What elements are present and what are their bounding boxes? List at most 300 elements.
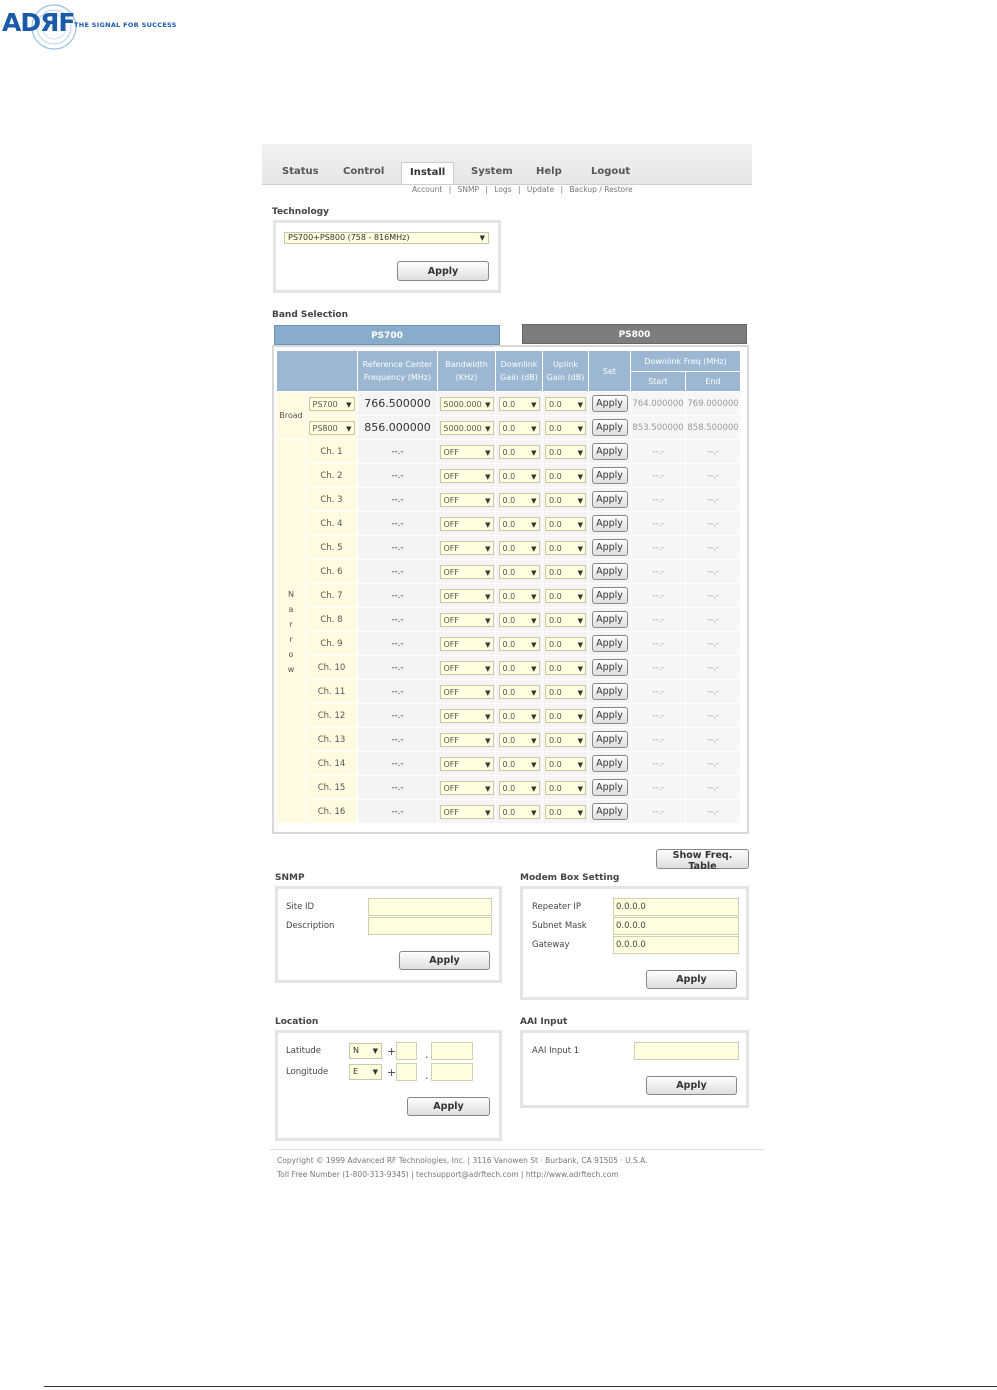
narrow-label-letter: a <box>288 604 294 614</box>
ref-center-freq[interactable]: --.- <box>358 560 438 584</box>
downlink-gain-select-value: 0.0 <box>502 735 516 745</box>
downlink-gain-select[interactable] <box>499 661 540 675</box>
set-apply-button[interactable]: Apply <box>592 803 628 820</box>
chevron-down-icon: ▼ <box>485 424 491 433</box>
latitude-degrees-input[interactable] <box>396 1042 417 1060</box>
bandwidth-select[interactable] <box>440 445 494 459</box>
channel-label: Ch. 11 <box>306 680 358 704</box>
chevron-down-icon: ▼ <box>577 616 583 625</box>
downlink-gain-select[interactable] <box>499 589 540 603</box>
table-row <box>277 464 741 488</box>
latitude-dir-value: N <box>353 1046 359 1055</box>
chevron-down-icon: ▼ <box>577 784 583 793</box>
bandwidth-select-value: OFF <box>443 735 459 745</box>
downlink-gain-select[interactable] <box>499 637 540 651</box>
bandwidth-select-value: OFF <box>443 471 459 481</box>
chevron-down-icon: ▼ <box>372 1047 378 1055</box>
bandwidth-select-value: OFF <box>443 495 459 505</box>
gateway-input[interactable]: 0.0.0.0 <box>613 936 739 954</box>
downlink-gain-select-value: 0.0 <box>502 807 516 817</box>
uplink-gain-select[interactable] <box>545 613 586 627</box>
ref-center-freq[interactable]: --.- <box>358 488 438 512</box>
chevron-down-icon: ▼ <box>577 424 583 433</box>
downlink-gain-select[interactable] <box>499 493 540 507</box>
channel-label: Ch. 2 <box>306 464 358 488</box>
chevron-down-icon: ▼ <box>577 808 583 817</box>
chevron-down-icon: ▼ <box>485 472 491 481</box>
chevron-down-icon: ▼ <box>346 400 352 409</box>
downlink-gain-select[interactable] <box>499 685 540 699</box>
subnav-snmp[interactable]: SNMP <box>457 185 479 194</box>
channel-label: Ch. 4 <box>306 512 358 536</box>
set-apply-button[interactable]: Apply <box>592 707 628 724</box>
dl-start-freq: --.- <box>631 704 686 728</box>
downlink-gain-select[interactable] <box>499 469 540 483</box>
downlink-gain-select[interactable] <box>499 541 540 555</box>
ref-center-freq[interactable]: --.- <box>358 440 438 464</box>
latitude-dot: . <box>425 1048 429 1061</box>
subnav-separator: | <box>518 185 521 194</box>
tab-system[interactable]: System <box>471 166 513 177</box>
narrow-label-letter: w <box>287 664 295 674</box>
dl-end-freq: --.- <box>686 440 741 464</box>
latitude-sign: + <box>387 1045 397 1058</box>
dl-start-freq: --.- <box>631 680 686 704</box>
dl-end-freq: --.- <box>686 560 741 584</box>
set-apply-button[interactable]: Apply <box>592 515 628 532</box>
uplink-gain-select[interactable] <box>545 805 586 819</box>
site-id-input[interactable] <box>368 898 492 916</box>
technology-select[interactable] <box>284 232 489 244</box>
dl-start-freq: --.- <box>631 560 686 584</box>
header-bandwidth <box>438 351 496 392</box>
bandwidth-select-value: OFF <box>443 591 459 601</box>
subnav-separator: | <box>485 185 488 194</box>
chevron-down-icon: ▼ <box>531 496 537 505</box>
uplink-gain-select[interactable] <box>545 469 586 483</box>
bandwidth-select[interactable] <box>440 565 494 579</box>
downlink-gain-select-value: 0.0 <box>502 639 516 649</box>
ref-center-freq[interactable]: --.- <box>358 680 438 704</box>
adrf-logo <box>2 2 182 50</box>
bandwidth-select-value: OFF <box>443 615 459 625</box>
dl-end-freq: --.- <box>686 632 741 656</box>
header-set: Set <box>589 351 631 392</box>
chevron-down-icon: ▼ <box>531 688 537 697</box>
uplink-gain-select-value: 0.0 <box>549 615 562 625</box>
uplink-gain-select[interactable] <box>545 421 586 435</box>
bandwidth-select[interactable] <box>440 781 494 795</box>
chevron-down-icon: ▼ <box>577 568 583 577</box>
uplink-gain-select[interactable] <box>545 397 586 411</box>
chevron-down-icon: ▼ <box>485 760 491 769</box>
dl-start-freq: --.- <box>631 800 686 824</box>
table-row <box>277 656 741 680</box>
chevron-down-icon: ▼ <box>577 448 583 457</box>
gateway-label: Gateway <box>532 940 570 950</box>
technology-select-value: PS700+PS800 (758 - 816MHz) <box>288 233 410 242</box>
subnav-separator: | <box>560 185 564 194</box>
uplink-gain-select[interactable] <box>545 493 586 507</box>
uplink-gain-select-value: 0.0 <box>549 519 562 529</box>
chevron-down-icon: ▼ <box>531 544 537 553</box>
dl-end-freq: --.- <box>686 728 741 752</box>
downlink-gain-select-value: 0.0 <box>502 687 516 697</box>
location-title: Location <box>275 1017 319 1027</box>
uplink-gain-select[interactable] <box>545 445 586 459</box>
subnet-mask-label: Subnet Mask <box>532 921 587 931</box>
broad-band-select[interactable] <box>309 397 355 411</box>
bandwidth-select[interactable] <box>440 637 494 651</box>
bandwidth-select[interactable] <box>440 733 494 747</box>
aai-input1-label: AAI Input 1 <box>532 1046 580 1056</box>
band-selection-title: Band Selection <box>272 310 349 320</box>
downlink-gain-select[interactable] <box>499 397 540 411</box>
longitude-dir-value: E <box>353 1067 359 1076</box>
chevron-down-icon: ▼ <box>577 400 583 409</box>
chevron-down-icon: ▼ <box>485 784 491 793</box>
dl-end-freq: --.- <box>686 776 741 800</box>
bandwidth-select[interactable] <box>440 397 494 411</box>
page-bottom-rule <box>44 1386 997 1387</box>
longitude-dot: . <box>425 1069 429 1082</box>
aai-input1-field[interactable] <box>634 1042 739 1060</box>
header-end: End <box>686 372 741 392</box>
chevron-down-icon: ▼ <box>479 234 485 242</box>
downlink-gain-select-value: 0.0 <box>502 663 516 673</box>
uplink-gain-select-value: 0.0 <box>549 591 562 601</box>
uplink-gain-select-value: 0.0 <box>549 807 562 817</box>
table-row <box>277 392 741 416</box>
uplink-gain-select[interactable] <box>545 733 586 747</box>
bandwidth-select-value: OFF <box>443 759 459 769</box>
downlink-gain-select-value: 0.0 <box>502 423 516 433</box>
tab-ps800[interactable]: PS800 <box>522 324 747 344</box>
header-ref-center-line1: Reference Center <box>362 360 433 369</box>
tab-help[interactable]: Help <box>536 166 562 177</box>
chevron-down-icon: ▼ <box>531 616 537 625</box>
downlink-gain-select-value: 0.0 <box>502 399 516 409</box>
dl-start-freq: --.- <box>631 512 686 536</box>
dl-end-freq: --.- <box>686 488 741 512</box>
broad-label: Broad <box>277 392 306 440</box>
dl-start-freq: --.- <box>631 656 686 680</box>
dl-end-freq: --.- <box>686 656 741 680</box>
chevron-down-icon: ▼ <box>577 496 583 505</box>
header-bandwidth-line1: Bandwidth <box>445 360 488 369</box>
set-apply-button[interactable]: Apply <box>592 731 628 748</box>
downlink-gain-select[interactable] <box>499 733 540 747</box>
snmp-title: SNMP <box>275 873 305 883</box>
uplink-gain-select[interactable] <box>545 709 586 723</box>
ref-center-freq[interactable]: --.- <box>358 752 438 776</box>
ref-center-freq[interactable]: --.- <box>358 776 438 800</box>
bandwidth-select[interactable] <box>440 709 494 723</box>
uplink-gain-select-value: 0.0 <box>549 543 562 553</box>
chevron-down-icon: ▼ <box>485 616 491 625</box>
aai-apply-button[interactable]: Apply <box>646 1076 737 1095</box>
channel-label: Ch. 7 <box>306 584 358 608</box>
chevron-down-icon: ▼ <box>577 760 583 769</box>
channel-label: Ch. 12 <box>306 704 358 728</box>
set-apply-button[interactable]: Apply <box>592 563 628 580</box>
tab-ps700[interactable]: PS700 <box>274 325 500 345</box>
bandwidth-select-value: OFF <box>443 807 459 817</box>
chevron-down-icon: ▼ <box>531 424 537 433</box>
bandwidth-select-value: OFF <box>443 567 459 577</box>
set-apply-button[interactable]: Apply <box>592 755 628 772</box>
footer-contact: Toll Free Number (1-800-313-9345) | techsupport@adrftech.com | http://www.adrftech.com <box>277 1170 619 1179</box>
bandwidth-select[interactable] <box>440 469 494 483</box>
subnav-separator: | <box>448 185 452 194</box>
downlink-gain-select[interactable] <box>499 805 540 819</box>
modem-apply-button[interactable]: Apply <box>646 970 737 989</box>
ref-center-freq[interactable]: --.- <box>358 632 438 656</box>
tab-status[interactable]: Status <box>282 166 319 177</box>
dl-start-freq: --.- <box>631 632 686 656</box>
set-apply-button[interactable]: Apply <box>592 779 628 796</box>
chevron-down-icon: ▼ <box>531 808 537 817</box>
chevron-down-icon: ▼ <box>577 736 583 745</box>
tab-logout[interactable]: Logout <box>591 166 631 177</box>
table-row <box>277 704 741 728</box>
downlink-gain-select[interactable] <box>499 757 540 771</box>
subnav-backup-restore[interactable]: Backup / Restore <box>569 185 633 194</box>
uplink-gain-select[interactable] <box>545 541 586 555</box>
uplink-gain-select[interactable] <box>545 757 586 771</box>
broad-band-select-value: PS800 <box>312 423 338 433</box>
set-apply-button[interactable]: Apply <box>592 587 628 604</box>
longitude-decimal-input[interactable] <box>431 1063 473 1081</box>
bandwidth-select[interactable] <box>440 613 494 627</box>
bandwidth-select[interactable] <box>440 493 494 507</box>
table-row <box>277 512 741 536</box>
uplink-gain-select[interactable] <box>545 685 586 699</box>
location-apply-button[interactable]: Apply <box>407 1097 490 1116</box>
site-id-label: Site ID <box>286 902 315 912</box>
dl-start-freq: --.- <box>631 584 686 608</box>
subnet-mask-input[interactable]: 0.0.0.0 <box>613 917 739 935</box>
latitude-dir-select[interactable] <box>349 1043 382 1059</box>
longitude-sign: + <box>387 1066 397 1079</box>
chevron-down-icon: ▼ <box>577 520 583 529</box>
chevron-down-icon: ▼ <box>531 784 537 793</box>
ref-center-freq[interactable]: --.- <box>358 464 438 488</box>
dl-start-freq: --.- <box>631 608 686 632</box>
subnav-logs[interactable]: Logs <box>494 185 512 194</box>
dl-start-freq: --.- <box>631 464 686 488</box>
header-bandwidth-line2: (KHz) <box>455 373 478 382</box>
header-ul-gain <box>543 351 589 392</box>
bandwidth-select[interactable] <box>440 541 494 555</box>
set-apply-button[interactable]: Apply <box>592 395 628 412</box>
bandwidth-select[interactable] <box>440 589 494 603</box>
ref-center-freq[interactable]: --.- <box>358 608 438 632</box>
uplink-gain-select[interactable] <box>545 589 586 603</box>
bandwidth-select-value: 5000.000 <box>443 399 482 409</box>
bandwidth-select-value: OFF <box>443 711 459 721</box>
table-row <box>277 488 741 512</box>
tab-install[interactable]: Install <box>401 162 454 184</box>
channel-label: Ch. 14 <box>306 752 358 776</box>
footer-copyright: Copyright © 1999 Advanced RF Technologies, Inc. | 3116 Vanowen St · Burbank, CA 91505 · U.S.A. <box>277 1156 648 1165</box>
downlink-gain-select-value: 0.0 <box>502 519 516 529</box>
downlink-gain-select-value: 0.0 <box>502 543 516 553</box>
downlink-gain-select[interactable] <box>499 613 540 627</box>
bandwidth-select[interactable] <box>440 757 494 771</box>
bandwidth-select[interactable] <box>440 685 494 699</box>
uplink-gain-select-value: 0.0 <box>549 567 562 577</box>
ref-center-freq[interactable]: --.- <box>358 800 438 824</box>
chevron-down-icon: ▼ <box>577 712 583 721</box>
dl-start-freq: --.- <box>631 752 686 776</box>
longitude-degrees-input[interactable] <box>396 1063 417 1081</box>
footer-divider <box>270 1149 764 1150</box>
channel-label: Ch. 8 <box>306 608 358 632</box>
dl-start-freq: --.- <box>631 536 686 560</box>
set-apply-button[interactable]: Apply <box>592 539 628 556</box>
tab-control[interactable]: Control <box>343 166 385 177</box>
description-label: Description <box>286 921 335 931</box>
chevron-down-icon: ▼ <box>531 400 537 409</box>
show-freq-table-button[interactable]: Show Freq. Table <box>656 849 749 869</box>
dl-end-freq: --.- <box>686 704 741 728</box>
downlink-gain-select[interactable] <box>499 781 540 795</box>
uplink-gain-select-value: 0.0 <box>549 735 562 745</box>
downlink-gain-select-value: 0.0 <box>502 567 516 577</box>
subnav <box>410 185 635 194</box>
header-dl-gain-line1: Downlink <box>500 360 538 369</box>
bandwidth-select-value: OFF <box>443 783 459 793</box>
dl-start-freq: 853.500000 <box>631 416 686 440</box>
header-start: Start <box>631 372 686 392</box>
ref-center-freq[interactable]: --.- <box>358 584 438 608</box>
technology-apply-button[interactable]: Apply <box>397 261 489 281</box>
chevron-down-icon: ▼ <box>577 688 583 697</box>
set-apply-button[interactable]: Apply <box>592 659 628 676</box>
ref-center-freq[interactable]: --.- <box>358 728 438 752</box>
uplink-gain-select-value: 0.0 <box>549 711 562 721</box>
chevron-down-icon: ▼ <box>485 736 491 745</box>
technology-title: Technology <box>272 207 329 217</box>
table-row <box>277 440 741 464</box>
narrow-label-letter: r <box>289 619 293 629</box>
table-row <box>277 560 741 584</box>
downlink-gain-select[interactable] <box>499 445 540 459</box>
header-ref-center-line2: Frequency (MHz) <box>363 373 432 382</box>
repeater-ip-input[interactable]: 0.0.0.0 <box>613 898 739 916</box>
table-row <box>277 584 741 608</box>
uplink-gain-select[interactable] <box>545 517 586 531</box>
ref-center-freq: 766.500000 <box>364 397 431 410</box>
chevron-down-icon: ▼ <box>485 544 491 553</box>
uplink-gain-select[interactable] <box>545 637 586 651</box>
uplink-gain-select[interactable] <box>545 781 586 795</box>
latitude-decimal-input[interactable] <box>431 1042 473 1060</box>
bandwidth-select-value: OFF <box>443 639 459 649</box>
uplink-gain-select-value: 0.0 <box>549 759 562 769</box>
dl-end-freq: 858.500000 <box>686 416 741 440</box>
ref-center-freq[interactable]: --.- <box>358 536 438 560</box>
dl-start-freq: --.- <box>631 440 686 464</box>
set-apply-button[interactable]: Apply <box>592 491 628 508</box>
set-apply-button[interactable]: Apply <box>592 467 628 484</box>
bandwidth-select[interactable] <box>440 661 494 675</box>
ref-center-freq[interactable]: --.- <box>358 656 438 680</box>
longitude-dir-select[interactable] <box>349 1064 382 1080</box>
uplink-gain-select[interactable] <box>545 565 586 579</box>
header-dl-freq: Downlink Freq (MHz) <box>631 351 741 372</box>
downlink-gain-select-value: 0.0 <box>502 591 516 601</box>
downlink-gain-select-value: 0.0 <box>502 759 516 769</box>
channel-label: Ch. 5 <box>306 536 358 560</box>
set-apply-button[interactable]: Apply <box>592 419 628 436</box>
uplink-gain-select-value: 0.0 <box>549 687 562 697</box>
set-apply-button[interactable]: Apply <box>592 635 628 652</box>
uplink-gain-select-value: 0.0 <box>549 639 562 649</box>
bandwidth-select[interactable] <box>440 517 494 531</box>
header-blank <box>277 351 358 392</box>
chevron-down-icon: ▼ <box>531 736 537 745</box>
header-ref-center <box>358 351 438 392</box>
chevron-down-icon: ▼ <box>531 448 537 457</box>
uplink-gain-select[interactable] <box>545 661 586 675</box>
table-row <box>277 632 741 656</box>
set-apply-button[interactable]: Apply <box>592 683 628 700</box>
broad-band-select[interactable] <box>309 421 355 435</box>
set-apply-button[interactable]: Apply <box>592 443 628 460</box>
downlink-gain-select[interactable] <box>499 517 540 531</box>
set-apply-button[interactable]: Apply <box>592 611 628 628</box>
bandwidth-select[interactable] <box>440 805 494 819</box>
downlink-gain-select[interactable] <box>499 709 540 723</box>
chevron-down-icon: ▼ <box>485 520 491 529</box>
downlink-gain-select-value: 0.0 <box>502 615 516 625</box>
bandwidth-select[interactable] <box>440 421 494 435</box>
chevron-down-icon: ▼ <box>485 664 491 673</box>
bandwidth-select-value: 5000.000 <box>443 423 482 433</box>
narrow-label-letter: N <box>288 589 294 599</box>
bandwidth-select-value: OFF <box>443 519 459 529</box>
ref-center-freq[interactable]: --.- <box>358 704 438 728</box>
subnav-account[interactable]: Account <box>412 185 443 194</box>
dl-start-freq: --.- <box>631 776 686 800</box>
chevron-down-icon: ▼ <box>531 472 537 481</box>
chevron-down-icon: ▼ <box>577 592 583 601</box>
chevron-down-icon: ▼ <box>485 448 491 457</box>
downlink-gain-select[interactable] <box>499 421 540 435</box>
chevron-down-icon: ▼ <box>577 664 583 673</box>
subnav-update[interactable]: Update <box>526 185 555 194</box>
dl-start-freq: --.- <box>631 488 686 512</box>
table-row <box>277 608 741 632</box>
dl-end-freq: --.- <box>686 584 741 608</box>
chevron-down-icon: ▼ <box>577 640 583 649</box>
downlink-gain-select[interactable] <box>499 565 540 579</box>
snmp-apply-button[interactable]: Apply <box>399 951 490 970</box>
modem-title: Modem Box Setting <box>520 873 620 883</box>
top-nav <box>262 144 752 185</box>
channel-label: Ch. 13 <box>306 728 358 752</box>
chevron-down-icon: ▼ <box>531 760 537 769</box>
header-ul-gain-line1: Uplink <box>552 360 579 369</box>
bandwidth-select-value: OFF <box>443 447 459 457</box>
chevron-down-icon: ▼ <box>531 520 537 529</box>
chevron-down-icon: ▼ <box>485 688 491 697</box>
channel-label: Ch. 10 <box>306 656 358 680</box>
description-input[interactable] <box>368 917 492 935</box>
ref-center-freq[interactable]: --.- <box>358 512 438 536</box>
